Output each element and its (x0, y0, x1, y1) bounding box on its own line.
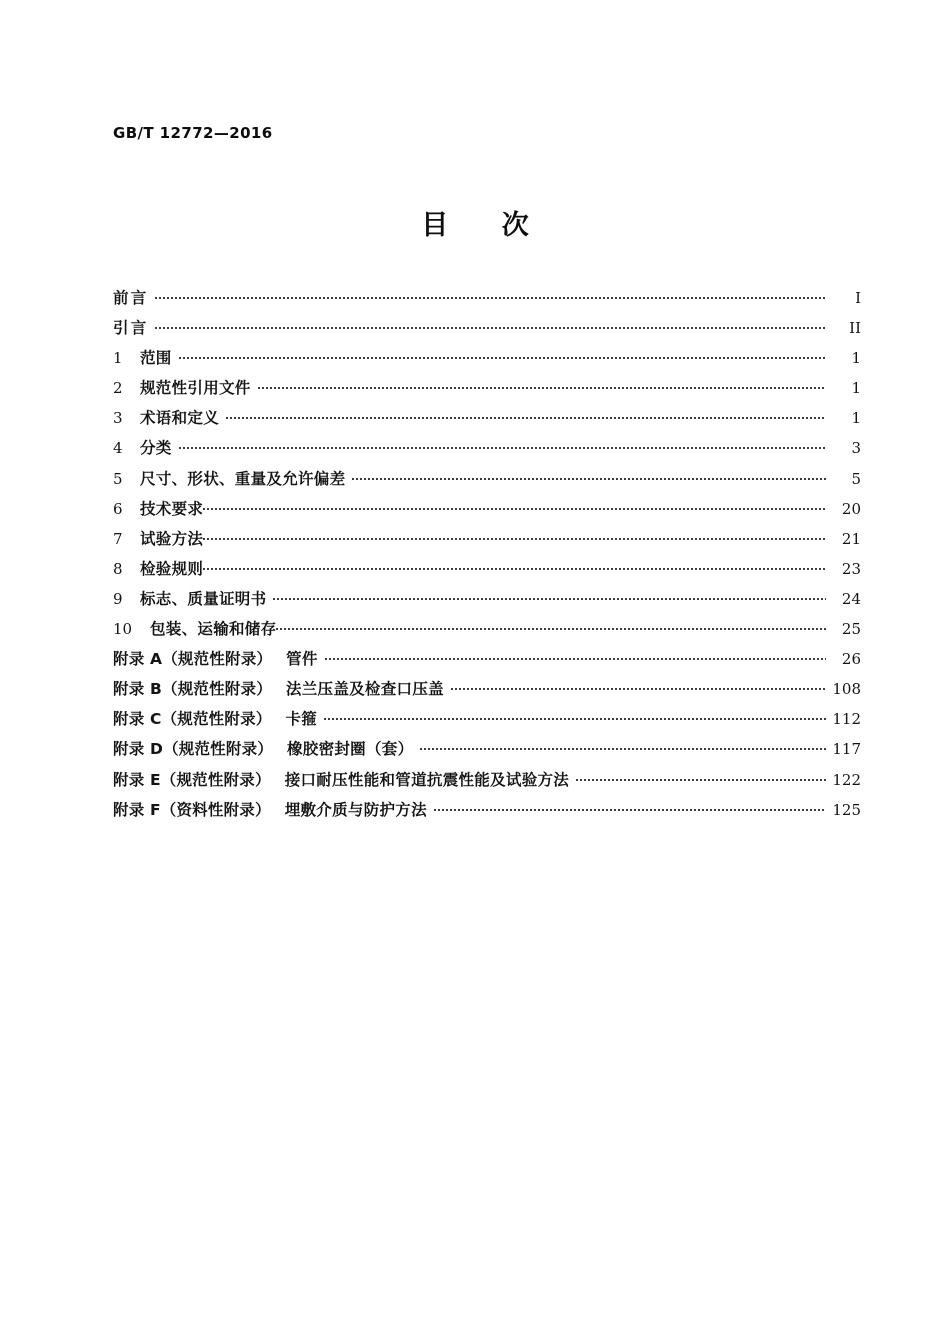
toc-entry[interactable] (113, 768, 861, 798)
toc-entry-label: 技术要求 (140, 499, 204, 518)
toc-entry-page-number: 26 (841, 650, 861, 669)
toc-entry-page-number: 125 (832, 800, 861, 819)
toc-entry-number: 2 (113, 379, 123, 398)
dot-leader (179, 438, 826, 454)
toc-entry[interactable] (113, 316, 861, 346)
toc-entry-page-number: 23 (841, 559, 861, 578)
toc-entry-label: 管件 (286, 650, 318, 669)
dot-leader (258, 378, 826, 394)
toc-entry[interactable] (113, 467, 861, 497)
toc-entry-label: 橡胶密封圈（套） (286, 740, 414, 759)
dot-leader (179, 348, 826, 364)
toc-entry-label: 尺寸、形状、重量及允许偏差 (140, 469, 346, 488)
toc-entry-number: 5 (113, 469, 123, 488)
toc-entry-label: 接口耐压性能和管道抗震性能及试验方法 (284, 770, 570, 789)
toc-entry[interactable] (113, 497, 861, 527)
table-of-contents (113, 286, 861, 828)
toc-entry-page-number: 21 (841, 529, 861, 548)
toc-entry-number: 10 (113, 620, 133, 639)
toc-entry-label: 规范性引用文件 (140, 379, 251, 398)
toc-entry-label: 引言 (113, 319, 149, 338)
toc-entry-page-number: 1 (851, 379, 861, 398)
toc-entry-label: 前言 (113, 289, 149, 307)
toc-entry-page-number: 117 (832, 740, 861, 759)
toc-entry[interactable] (113, 617, 861, 647)
dot-leader (352, 468, 826, 484)
toc-annex-tag: 附录 F（资料性附录） (113, 800, 271, 819)
dot-leader (324, 709, 826, 725)
toc-entry-page-number: 1 (851, 409, 861, 428)
toc-entry[interactable] (113, 406, 861, 436)
toc-entry-label: 分类 (140, 439, 172, 458)
toc-entry-page-number: II (849, 319, 861, 338)
dot-leader (451, 679, 826, 695)
dot-leader (226, 408, 826, 424)
toc-entry[interactable] (113, 707, 861, 737)
standard-number-header: GB/T 12772—2016 (113, 124, 273, 142)
toc-entry[interactable] (113, 737, 861, 767)
toc-entry-label: 埋敷介质与防护方法 (284, 800, 427, 819)
dot-leader (203, 558, 826, 574)
toc-entry-label: 包装、运输和储存 (150, 620, 277, 639)
toc-entry-page-number: 25 (841, 620, 861, 639)
dot-leader (203, 528, 826, 544)
dot-leader (420, 739, 826, 755)
toc-entry-label: 范围 (140, 349, 172, 368)
toc-entry-page-number: 108 (832, 680, 861, 699)
toc-entry-label: 试验方法 (140, 529, 204, 548)
dot-leader (155, 318, 826, 334)
dot-leader (155, 288, 826, 304)
dot-leader (576, 769, 826, 785)
dot-leader (273, 588, 826, 604)
toc-entry-label: 术语和定义 (140, 409, 220, 428)
toc-annex-tag: 附录 B（规范性附录） (113, 680, 272, 699)
toc-entry-label: 卡箍 (285, 710, 318, 729)
toc-entry-number: 9 (113, 589, 123, 608)
toc-entry-number: 1 (113, 349, 123, 368)
toc-entry[interactable] (113, 436, 861, 466)
dot-leader (276, 619, 826, 635)
dot-leader (203, 498, 826, 514)
toc-annex-tag: 附录 D（规范性附录） (113, 740, 273, 759)
toc-entry-page-number: 5 (851, 469, 861, 488)
toc-entry-page-number: 1 (851, 349, 861, 368)
toc-entry-page-number: 122 (832, 770, 861, 789)
toc-entry[interactable] (113, 286, 861, 316)
toc-entry-number: 3 (113, 409, 123, 428)
toc-entry-number: 6 (113, 499, 123, 518)
dot-leader (325, 649, 826, 665)
toc-entry-page-number: 20 (841, 499, 861, 518)
toc-entry[interactable] (113, 376, 861, 406)
toc-entry-page-number: 24 (841, 589, 861, 608)
toc-entry-label: 标志、质量证明书 (140, 589, 267, 608)
toc-entry[interactable] (113, 587, 861, 617)
toc-entry-page-number: 112 (832, 710, 861, 729)
toc-entry-number: 7 (113, 529, 123, 548)
toc-entry-number: 4 (113, 439, 123, 458)
toc-entry[interactable] (113, 647, 861, 677)
toc-entry-number: 8 (113, 559, 123, 578)
toc-annex-tag: 附录 A（规范性附录） (113, 650, 273, 669)
toc-entry[interactable] (113, 798, 861, 828)
toc-entry-page-number: I (855, 289, 861, 307)
dot-leader (434, 799, 826, 815)
toc-entry[interactable] (113, 677, 861, 707)
toc-entry[interactable] (113, 346, 861, 376)
toc-entry-label: 法兰压盖及检查口压盖 (285, 680, 444, 699)
toc-annex-tag: 附录 C（规范性附录） (113, 710, 272, 729)
toc-entry-label: 检验规则 (140, 559, 204, 578)
toc-annex-tag: 附录 E（规范性附录） (113, 770, 271, 789)
toc-entry[interactable] (113, 557, 861, 587)
toc-entry-page-number: 3 (851, 439, 861, 458)
page-title: 目 次 (421, 210, 551, 241)
toc-entry[interactable] (113, 527, 861, 557)
